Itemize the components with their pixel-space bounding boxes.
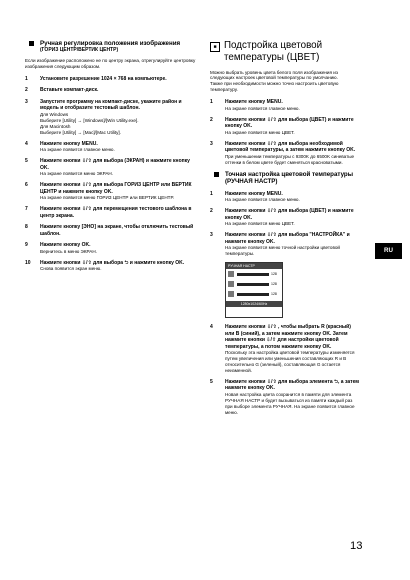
step-instruction: Запустите программу на компакт-диске, укажите район и модель и отобразите тестовый шаблон.: [40, 98, 182, 112]
level-value: 128: [271, 271, 277, 276]
step-result: При уменьшении температуры с 9300K до 6500K синеватые оттенки в белом цвете будет сменяться красноватыми.: [225, 153, 355, 165]
step-result: На экране появится меню точной настройки цветовой температуры.: [225, 245, 340, 257]
step-number: 4: [210, 324, 213, 330]
step-result: На экране появится меню ЦВЕТ.: [225, 129, 295, 135]
square-bullet-icon: [214, 172, 219, 177]
page-number: 13: [350, 540, 363, 552]
step: [210, 232, 360, 257]
step: [25, 141, 197, 153]
step-number: 2: [25, 87, 28, 94]
step-result: Снова появится экран меню.: [40, 266, 102, 272]
step: [25, 87, 197, 94]
step-number: 1: [25, 75, 28, 82]
step-instruction: Нажмите кнопки ⇩/⇧ для выбора "НАСТРОЙКА" и нажмите кнопку OK.: [225, 232, 350, 245]
step-number: 3: [25, 98, 28, 105]
step-result: На экране появится меню ЦВЕТ.: [225, 221, 295, 227]
right-column: [210, 40, 360, 421]
step: [210, 191, 360, 203]
step: [25, 206, 197, 219]
step-result: На экране появится меню ГОРИЗ ЦЕНТР или ВЕРТИК ЦЕНТР.: [40, 195, 174, 201]
subsection-heading: [210, 171, 360, 186]
step-instruction: Нажмите кнопку OK.: [40, 242, 91, 249]
color-menu-icon: ■: [210, 42, 220, 52]
step-number: 8: [25, 224, 28, 231]
fine-tune-steps: [210, 191, 360, 257]
section-title: Ручная регулировка положения изображения: [40, 40, 181, 47]
step-result: На экране появится главное меню.: [40, 147, 115, 153]
section-subtitle: (ГОРИЗ ЦЕНТР/ВЕРТИК ЦЕНТР): [40, 47, 119, 54]
step: [210, 379, 360, 416]
manual-adjust-screen: [225, 262, 283, 318]
step-result: На экране появится главное меню.: [225, 105, 300, 111]
screen-header: РУЧНАЯ НАСТР: [226, 263, 282, 269]
language-tab: RU: [375, 243, 402, 259]
step: [25, 224, 197, 237]
step-instruction: Нажмите кнопки ⇩/⇧ для выбора ⮌ и нажмите кнопку OK.: [40, 259, 185, 266]
step: [210, 99, 360, 111]
step-number: 2: [210, 208, 213, 215]
step-number: 1: [210, 190, 213, 197]
step-number: 7: [25, 206, 28, 213]
step-instruction: Нажмите кнопки ⇩/⇧ для выбора ГОРИЗ ЦЕНТР или ВЕРТИК ЦЕНТР и нажмите кнопку OK.: [40, 182, 192, 195]
step-number: 2: [210, 116, 213, 123]
step-instruction: Нажмите кнопки ⇩/⇧ для выбора (ЦВЕТ) и нажмите кнопку OK.: [225, 208, 354, 221]
step: [210, 117, 360, 136]
step: [25, 242, 197, 254]
step-instruction: Нажмите кнопки ⇩/⇧ для выбора (ЭКРАН) и нажмите кнопку OK.: [40, 158, 190, 171]
step: [210, 324, 360, 374]
step-instruction: Нажмите кнопку MENU.: [225, 190, 283, 197]
step-instruction: Нажмите кнопку [ЭНО] на экране, чтобы отключить тестовый шаблон.: [40, 224, 194, 237]
step-result: На экране появится меню ЭКРАН.: [40, 171, 113, 177]
step-number: 10: [25, 259, 31, 266]
left-column: [25, 40, 197, 277]
color-section-heading: [210, 40, 360, 64]
screen-row-r: [226, 269, 282, 279]
step-number: 3: [210, 140, 213, 147]
step-number: 5: [25, 158, 28, 165]
color-intro: Можно выбрать уровень цвета белого поля изображения из следующих настроек цветовой температуры по умолчанию. Также при необходимости можно точно настроить цветовую температуру.: [210, 69, 339, 93]
screen-row-b: [226, 289, 282, 299]
step: [25, 99, 197, 136]
step-instruction: Нажмите кнопки ⇩/⇧ для перемещения тестового шаблона в центр экрана.: [40, 206, 192, 219]
step: [25, 182, 197, 201]
step-instruction: Нажмите кнопки ⇩/⇧ для выбора необходимой цветовой температуры, а затем нажмите кнопку OK.: [225, 140, 356, 154]
step-number: 9: [25, 242, 28, 249]
level-value: 128: [271, 291, 277, 296]
color-steps: [210, 99, 360, 165]
square-bullet-icon: [29, 41, 34, 46]
color-section-title: Подстройка цветовой температуры (ЦВЕТ): [224, 40, 323, 63]
step-instruction: Нажмите кнопку MENU.: [225, 99, 283, 106]
step-instruction: Установите разрешение 1024 × 768 на компьютере.: [40, 75, 167, 82]
step-result: Новая настройка цвета сохранится в памяти для элемента РУЧНАЯ НАСТР и будет вызываться из памяти каждый раз при выборе элемента РУЧНАЯ. На экране появится главное меню.: [225, 391, 355, 415]
step: [210, 208, 360, 227]
step-instruction: Нажмите кнопки ⇩/⇧ для выбора (ЦВЕТ) и нажмите кнопку OK.: [225, 116, 354, 130]
step-number: 6: [25, 182, 28, 189]
step: [210, 141, 360, 166]
step-result: Поскольку эта настройка цветовой температуры изменяется путем увеличения или уменьшения составляющих R и B относительно G (зеленый), составляющая G остается неизменной.: [225, 350, 355, 373]
step-number: 3: [210, 232, 213, 239]
level-value: 128: [271, 281, 277, 286]
step-instruction: Нажмите кнопку MENU.: [40, 140, 98, 147]
step-number: 5: [210, 378, 213, 385]
step: [25, 260, 197, 272]
step: [25, 76, 197, 83]
step-instruction: Вставьте компакт-диск.: [40, 87, 99, 94]
step-result: Для Windows Выберите [Utility] → [Windows]/[Win Utility.exe]. Для Macintosh Выберите [Utility] → [Mac]/[Mac Utility].: [40, 111, 139, 135]
fine-tune-steps-cont: [210, 324, 360, 416]
step-result: На экране появится главное меню.: [225, 197, 300, 203]
left-steps: [25, 76, 197, 272]
step-instruction: Нажмите кнопки ⇩/⇧ для выбора элемента ⮌, а затем нажмите кнопку OK.: [225, 378, 360, 392]
step-instruction: Нажмите кнопки ⇩/⇧ , чтобы выбрать R (красный) или B (синий), а затем нажмите кнопку OK. Затем нажмите кнопки ⇩/⇧ для настройки цветовой температуры, а потом нажмите кнопку OK.: [225, 324, 351, 350]
section-intro: Если изображение расположено не по центру экрана, отрегулируйте центровку изображения следующим образом.: [25, 57, 196, 69]
section-heading: [25, 40, 197, 47]
subsection-title: Точная настройка цветовой температуры (РУЧНАЯ НАСТР): [225, 170, 353, 186]
step: [25, 158, 197, 177]
step-number: 4: [25, 140, 28, 147]
step-result: Вернитесь в меню ЭКРАН.: [40, 248, 97, 254]
step-number: 1: [210, 99, 213, 106]
screen-row-g: [226, 279, 282, 289]
screen-footer: 1280x1024/60Hz: [226, 301, 282, 307]
